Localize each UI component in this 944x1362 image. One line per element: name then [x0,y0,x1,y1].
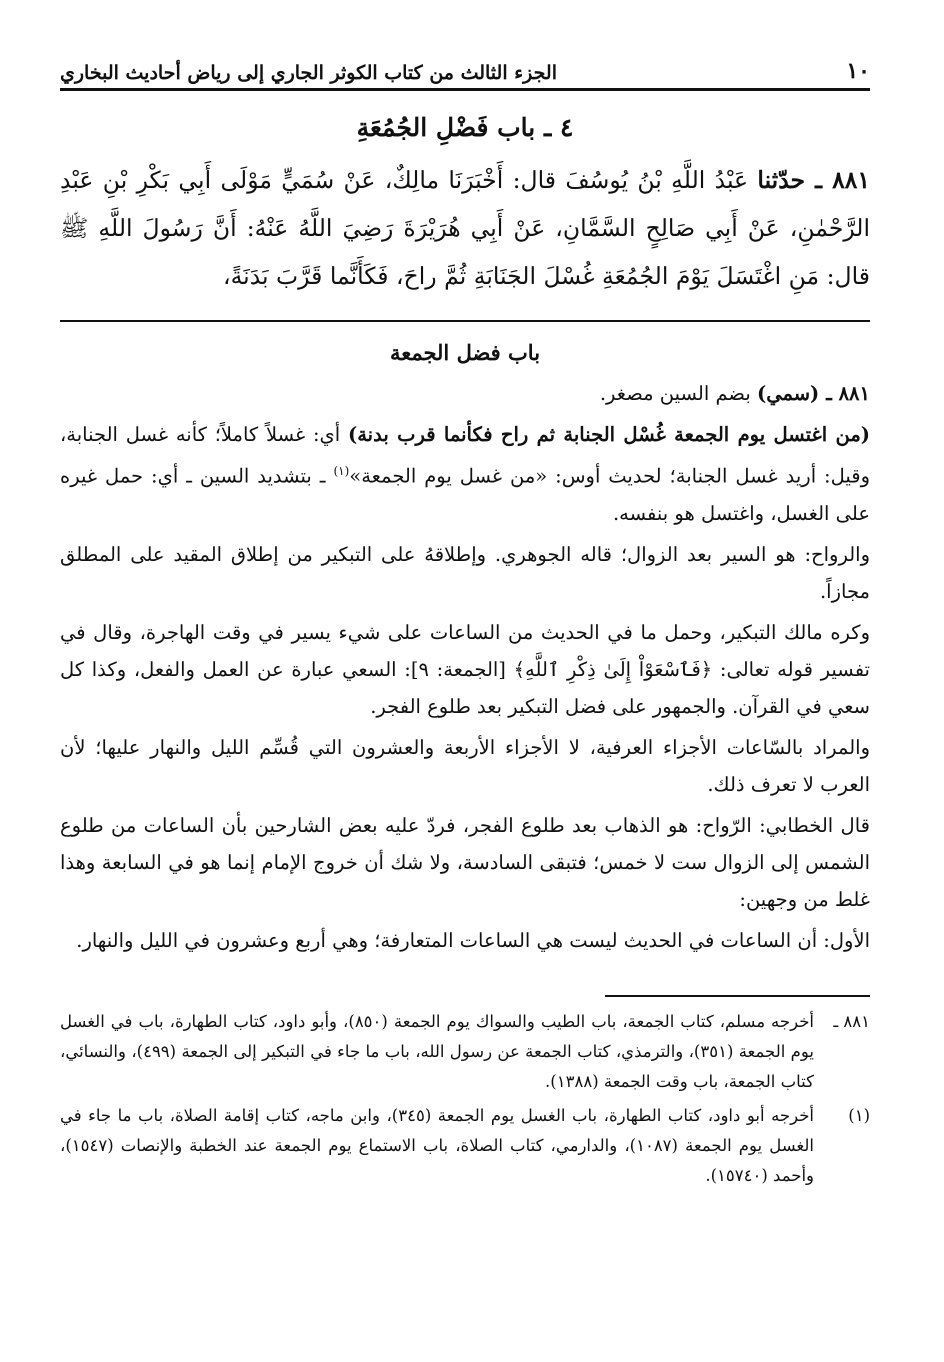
commentary-paragraph-2 [60,416,870,532]
footnote [60,1101,870,1191]
commentary-paragraph-5: والمراد بالسّاعات الأجزاء العرفية، لا الأجزاء الأربعة والعشرون التي قُسِّم الليل والنهار عليها؛ لأن العرب لا تعرف ذلك. [60,735,870,796]
commentary-text: أي: غسلاً كاملاً؛ كأنه غسل الجنابة، وقيل: أريد غسل الجنابة؛ لحديث أوس: «من غسل يوم الجمعة» [60,423,871,488]
footnote-number: ٨٨١ ـ [833,1011,870,1031]
commentary-lemma: ٨٨١ ـ (سمي) [756,382,870,405]
footnote [60,1007,870,1097]
page-header [60,48,870,91]
commentary-text: ـ بتشديد السين ـ أي: حمل غيره على الغسل، واغتسل هو بنفسه. [60,464,870,525]
commentary-paragraph-3: والرواح: هو السير بعد الزوال؛ قاله الجوهري. وإطلاقهُ على التبكير من إطلاق المقيد على المطلق مجازاً. [60,542,870,603]
chapter-heading: ٤ ـ باب فَضْلِ الجُمُعَةِ [356,113,574,142]
commentary-paragraph-7: الأول: أن الساعات في الحديث ليست هي الساعات المتعارفة؛ وهي أربع وعشرون في الليل والنهار. [76,928,870,952]
running-title: الجزء الثالث من كتاب الكوثر الجاري إلى رياض أحاديث البخاري [60,62,557,84]
hadith-number-lead: ٨٨١ ـ حدّثنا [757,166,870,194]
commentary-text: بضم السين مصغر. [599,382,751,405]
footnote-text: أخرجه أبو داود، كتاب الطهارة، باب الغسل يوم الجمعة (٣٤٥)، وابن ماجه، كتاب إقامة الصلاة، باب ما جاء في الغسل يوم الجمعة (١٠٨٧)، والدارمي، كتاب الصلاة، باب الاستماع يوم الجمعة عند الخطبة والإنصات (١٥٤٧)، وأحمد (١٥٧٤٠). [60,1105,814,1185]
page-number: ١٠ [846,58,870,84]
hadith-body: عَبْدُ اللَّهِ بْنُ يُوسُفَ قال: أَخْبَرَنَا مالِكٌ، عَنْ سُمَيٍّ مَوْلَى أَبِي بَكْرِ بْنِ عَبْدِ الرَّحْمٰنِ، عَنْ أَبِي صَالِحٍ السَّمَّانِ، عَنْ أَبِي هُرَيْرَةَ رَضِيَ اللَّهُ عَنْهُ: أَنَّ رَسُولَ اللَّهِ ﷺ قال: مَنِ اغْتَسَلَ يَوْمَ الجُمُعَةِ غُسْلَ الجَنَابَةِ ثُمَّ راحَ، فَكَأَنَّما قَرَّبَ بَدَنَةً، [60,166,870,290]
footnote-reference: (١) [333,464,350,478]
hadith-text [60,156,870,300]
section-divider [60,320,870,322]
commentary-lemma: (من اغتسل يوم الجمعة غُسْل الجنابة ثم راح فكأنما قرب بدنة) [347,423,871,446]
commentary-paragraph-4: وكره مالك التبكير، وحمل ما في الحديث من الساعات على شيء يسير في وقت الهاجرة، وقال في تفسير قوله تعالى: ﴿فَٱسْعَوْاْ إِلَىٰ ذِكْرِ ٱللَّهِ﴾ [الجمعة: ٩]: السعي عبارة عن العمل والفعل، وكذا كل سعي في القرآن. والجمهور على فضل التبكير بعد طلوع الفجر. [60,620,870,718]
commentary-paragraph-6: قال الخطابي: الرّواح: هو الذهاب بعد طلوع الفجر، فردّ عليه بعض الشارحين بأن الساعات من طلوع الشمس إلى الزوال ست لا خمس؛ فتبقى السادسة، ولا شك أن خروج الإمام إنما هو في السابعة وهذا غلط من وجهين: [60,813,870,911]
commentary-heading: باب فضل الجمعة [389,340,541,365]
commentary-paragraph-1 [60,375,870,412]
footnote-number: (١) [848,1105,870,1125]
book-page [60,48,870,1195]
footnote-text: أخرجه مسلم، كتاب الجمعة، باب الطيب والسواك يوم الجمعة (٨٥٠)، وأبو داود، كتاب الطهارة، باب في الغسل يوم الجمعة (٣٥١)، والترمذي، كتاب الجمعة عن رسول الله، باب ما جاء في التبكير إلى الجمعة (٤٩٩)، والنسائي، كتاب الجمعة، باب وقت الجمعة (١٣٨٨). [60,1011,814,1091]
footnote-separator [605,995,870,997]
